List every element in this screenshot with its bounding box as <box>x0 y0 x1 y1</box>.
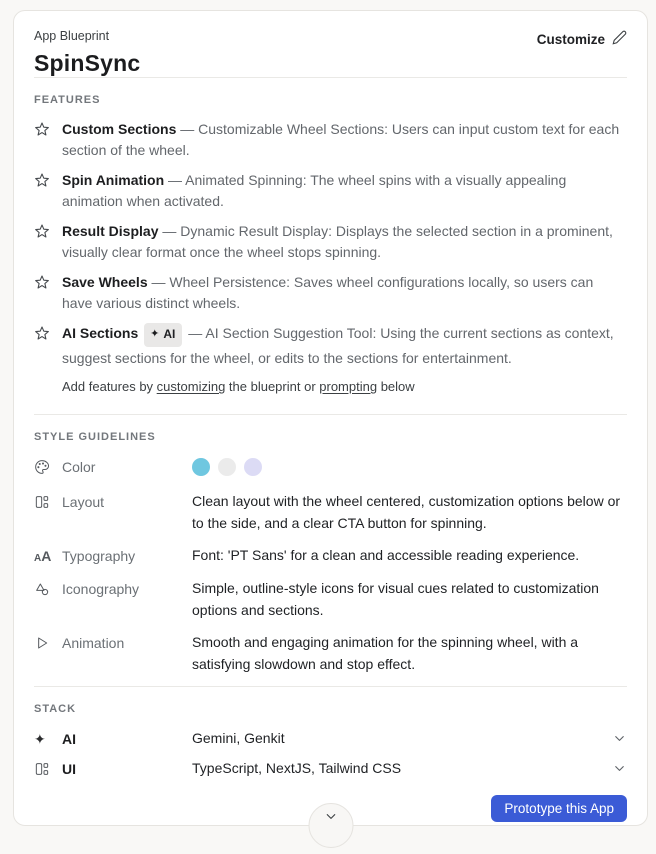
star-icon <box>34 223 50 263</box>
feature-name: Custom Sections <box>62 121 177 137</box>
separator: — <box>168 172 183 188</box>
color-swatches <box>192 456 262 476</box>
feature-name: Result Display <box>62 223 159 239</box>
layout-value: Clean layout with the wheel centered, customization options below or to the side, and a clear CTA button for spinning. <box>192 493 621 531</box>
typography-icon: AA <box>34 548 52 564</box>
star-icon <box>34 121 50 161</box>
typography-value: Font: 'PT Sans' for a clean and accessible reading experience. <box>192 547 580 563</box>
feature-description: Dynamic Result Display: Displays the selected section in a prominent, visually clear format once the wheel stops spinning. <box>62 223 613 260</box>
feature-item <box>34 170 627 212</box>
play-icon <box>34 635 62 656</box>
feature-item <box>34 323 627 369</box>
star-icon <box>34 274 50 314</box>
scroll-down-button[interactable] <box>308 803 353 848</box>
style-guidelines-heading: STYLE GUIDELINES <box>34 431 156 443</box>
app-blueprint-card <box>13 10 648 826</box>
feature-name: Save Wheels <box>62 274 148 290</box>
ai-badge <box>144 323 182 347</box>
feature-item <box>34 221 627 263</box>
feature-description: Animated Spinning: The wheel spins with a visually appealing animation when activated. <box>62 172 567 209</box>
style-guidelines-section <box>34 415 627 675</box>
stack-ai-value: Gemini, Genkit <box>192 730 285 746</box>
sparkle-icon: ✦ <box>34 731 46 747</box>
iconography-value: Simple, outline-style icons for visual cues related to customization options and sections. <box>192 580 599 618</box>
layout-icon <box>34 494 62 515</box>
chevron-down-icon[interactable] <box>612 761 627 781</box>
star-icon <box>34 325 50 369</box>
swatch-lavender <box>244 458 262 476</box>
feature-name: Spin Animation <box>62 172 165 188</box>
animation-label: Animation <box>62 635 125 651</box>
note-text: Add features by <box>62 379 157 394</box>
typography-row <box>34 545 627 567</box>
iconography-label: Iconography <box>62 581 140 597</box>
note-text: below <box>377 379 415 394</box>
stack-row-ai[interactable] <box>34 728 627 751</box>
prototype-this-app-button[interactable]: Prototype this App <box>491 795 627 822</box>
iconography-icon <box>34 581 62 602</box>
stack-ui-label: UI <box>62 761 76 777</box>
customizing-link[interactable]: customizing <box>156 379 226 394</box>
layout-label: Layout <box>62 494 105 510</box>
animation-value: Smooth and engaging animation for the spinning wheel, with a satisfying slowdown and stop effect. <box>192 634 579 672</box>
sparkle-icon: ✦ <box>150 328 160 340</box>
swatch-gray <box>218 458 236 476</box>
stack-section <box>34 687 627 782</box>
layout-row <box>34 491 627 534</box>
customize-button[interactable] <box>537 30 627 48</box>
feature-description: AI Section Suggestion Tool: Using the current sections as context, suggest sections for the wheel, or edits to the sections for entertainment. <box>62 325 614 366</box>
stack-ui-value: TypeScript, NextJS, Tailwind CSS <box>192 760 402 776</box>
stack-ai-label: AI <box>62 731 76 747</box>
palette-icon <box>34 459 62 480</box>
ai-badge-label: AI <box>163 327 176 341</box>
header-titles <box>34 29 140 77</box>
feature-description: Wheel Persistence: Saves wheel configurations locally, so users can have various distinct wheels. <box>62 274 594 311</box>
animation-row <box>34 632 627 675</box>
color-row <box>34 456 627 480</box>
swatch-cyan <box>192 458 210 476</box>
stack-row-ui[interactable] <box>34 758 627 782</box>
prompting-link[interactable]: prompting <box>319 379 378 394</box>
features-section <box>34 78 627 396</box>
customize-label: Customize <box>536 31 605 47</box>
separator: — <box>188 325 203 341</box>
note-text: the blueprint or <box>225 379 320 394</box>
star-icon <box>34 172 50 212</box>
separator: — <box>151 274 166 290</box>
chevron-down-icon <box>323 809 338 829</box>
add-features-note <box>62 378 627 396</box>
typography-label: Typography <box>62 548 136 564</box>
app-title: SpinSync <box>34 50 141 76</box>
feature-name: AI Sections <box>62 325 139 341</box>
feature-item <box>34 272 627 314</box>
stack-heading: STACK <box>34 703 77 715</box>
iconography-row <box>34 578 627 621</box>
card-header <box>34 29 627 77</box>
chevron-down-icon[interactable] <box>612 731 627 751</box>
feature-item <box>34 119 627 161</box>
separator: — <box>162 223 177 239</box>
color-label: Color <box>62 459 96 475</box>
layout-icon <box>34 761 62 782</box>
blueprint-label: App Blueprint <box>34 29 110 43</box>
separator: — <box>180 121 195 137</box>
pencil-icon <box>612 30 627 48</box>
feature-description: Customizable Wheel Sections: Users can input custom text for each section of the wheel. <box>62 121 620 158</box>
features-heading: FEATURES <box>34 94 101 106</box>
